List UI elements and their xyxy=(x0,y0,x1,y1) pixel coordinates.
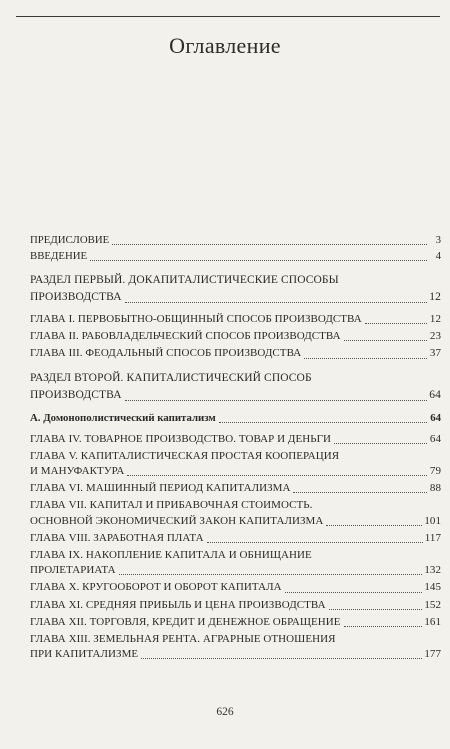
toc-entry xyxy=(30,548,441,578)
toc-entry-page: 12 xyxy=(429,313,441,325)
toc-entry-line: ГЛАВА V. КАПИТАЛИСТИЧЕСКАЯ ПРОСТАЯ КООПЕРАЦИЯ xyxy=(30,449,340,462)
toc-entry-line: ГЛАВА VII. КАПИТАЛ И ПРИБАВОЧНАЯ СТОИМОСТЬ. xyxy=(30,499,313,512)
toc-entry-last-line xyxy=(30,432,441,447)
toc-entry xyxy=(30,272,441,306)
toc-entry-label: ГЛАВА II. РАБОВЛАДЕЛЬЧЕСКИЙ СПОСОБ ПРОИЗВОДСТВА xyxy=(30,330,341,343)
toc-entry xyxy=(30,580,441,595)
toc-entry-page: 37 xyxy=(429,347,441,360)
toc-entry-label: ПРОЛЕТАРИАТА xyxy=(30,564,116,577)
toc-entry-label: ГЛАВА VI. МАШИННЫЙ ПЕРИОД КАПИТАЛИЗМА xyxy=(30,482,291,495)
dot-leader xyxy=(285,592,423,593)
toc-entry-page: 101 xyxy=(424,514,441,527)
page-number: 626 xyxy=(216,706,234,718)
dot-leader xyxy=(344,626,423,627)
toc-entry-label: ГЛАВА X. КРУГООБОРОТ И ОБОРОТ КАПИТАЛА xyxy=(30,581,282,594)
table-of-contents xyxy=(30,232,441,662)
toc-entry-page: 79 xyxy=(429,465,441,478)
toc-entry-last-line xyxy=(30,248,441,264)
dot-leader xyxy=(127,475,427,476)
toc-entry xyxy=(30,481,441,496)
dot-leader xyxy=(207,542,423,543)
toc-entry-label: ГЛАВА VIII. ЗАРАБОТНАЯ ПЛАТА xyxy=(30,531,204,544)
toc-entry-page: 3 xyxy=(435,234,441,246)
dot-leader xyxy=(326,525,422,526)
toc-entry-last-line xyxy=(30,598,441,613)
dot-leader xyxy=(344,340,427,341)
toc-entry-last-line xyxy=(30,410,441,426)
toc-entry-page: 152 xyxy=(424,598,441,611)
toc-entry-label: ГЛАВА XII. ТОРГОВЛЯ, КРЕДИТ И ДЕНЕЖНОЕ ОБРАЩЕНИЕ xyxy=(30,615,341,628)
toc-entry xyxy=(30,329,441,344)
toc-entry-page: 64 xyxy=(429,432,441,445)
toc-entry xyxy=(30,632,441,662)
dot-leader xyxy=(219,422,427,423)
toc-entry xyxy=(30,531,441,546)
toc-entry-page: 64 xyxy=(429,388,441,401)
dot-leader xyxy=(304,358,427,359)
toc-entry-label: ГЛАВА III. ФЕОДАЛЬНЫЙ СПОСОБ ПРОИЗВОДСТВА xyxy=(30,347,302,360)
toc-entry-line: ГЛАВА IX. НАКОПЛЕНИЕ КАПИТАЛА И ОБНИЩАНИЕ xyxy=(30,549,312,562)
dot-leader xyxy=(112,244,427,245)
toc-entry-page: 64 xyxy=(430,411,441,424)
dot-leader xyxy=(365,323,427,324)
toc-entry-page: 177 xyxy=(424,648,441,661)
toc-entry-page: 145 xyxy=(424,581,441,594)
toc-entry-label: ГЛАВА I. ПЕРВОБЫТНО-ОБЩИННЫЙ СПОСОБ ПРОИЗВОДСТВА xyxy=(30,313,362,325)
toc-entry xyxy=(30,449,441,479)
toc-entry-page: 12 xyxy=(429,291,441,303)
toc-entry xyxy=(30,432,441,447)
toc-entry-label: ПРИ КАПИТАЛИЗМЕ xyxy=(30,648,139,661)
toc-entry-last-line xyxy=(30,387,441,404)
toc-entry-label: ПРОИЗВОДСТВА xyxy=(30,291,122,303)
toc-entry-last-line xyxy=(30,563,441,578)
toc-entry-page: 88 xyxy=(429,482,441,495)
toc-entry xyxy=(30,615,441,630)
toc-entry-last-line xyxy=(30,329,441,344)
dot-leader xyxy=(141,658,422,659)
dot-leader xyxy=(125,400,427,401)
toc-entry-last-line xyxy=(30,232,441,248)
toc-entry-last-line xyxy=(30,531,441,546)
dot-leader xyxy=(329,609,423,610)
toc-entry-last-line xyxy=(30,481,441,496)
toc-entry-page: 161 xyxy=(424,615,441,628)
toc-entry-label: ГЛАВА XI. СРЕДНЯЯ ПРИБЫЛЬ И ЦЕНА ПРОИЗВОДСТВА xyxy=(30,598,326,611)
toc-entry xyxy=(30,598,441,613)
toc-entry xyxy=(30,498,441,528)
toc-entry-line: ГЛАВА XIII. ЗЕМЕЛЬНАЯ РЕНТА. АГРАРНЫЕ ОТНОШЕНИЯ xyxy=(30,633,336,646)
dot-leader xyxy=(90,260,427,261)
toc-entry xyxy=(30,232,441,248)
toc-entry-last-line xyxy=(30,615,441,630)
toc-entry-last-line xyxy=(30,580,441,595)
toc-entry-label: ПРОИЗВОДСТВА xyxy=(30,388,122,401)
dot-leader xyxy=(334,443,427,444)
dot-leader xyxy=(119,574,423,575)
toc-entry-page: 117 xyxy=(424,531,441,544)
toc-entry-line: РАЗДЕЛ ВТОРОЙ. КАПИТАЛИСТИЧЕСКИЙ СПОСОБ xyxy=(30,371,312,384)
toc-entry-label: ВВЕДЕНИЕ xyxy=(30,250,88,262)
toc-entry-page: 132 xyxy=(424,564,441,577)
toc-entry-label: ПРЕДИСЛОВИЕ xyxy=(30,234,110,246)
toc-entry xyxy=(30,312,441,327)
toc-entry-last-line xyxy=(30,464,441,479)
toc-entry-last-line xyxy=(30,289,441,306)
page-title: Оглавление xyxy=(169,33,281,58)
toc-entry-last-line xyxy=(30,647,441,662)
toc-entry-label: ГЛАВА IV. ТОВАРНОЕ ПРОИЗВОДСТВО. ТОВАР И ДЕНЬГИ xyxy=(30,432,332,445)
toc-entry xyxy=(30,410,441,426)
dot-leader xyxy=(125,302,427,303)
toc-entry-page: 4 xyxy=(435,250,441,262)
toc-entry-label: А. Домонополистический капитализм xyxy=(30,411,216,424)
toc-entry xyxy=(30,346,441,361)
toc-entry-last-line xyxy=(30,514,441,529)
toc-entry-label: ОСНОВНОЙ ЭКОНОМИЧЕСКИЙ ЗАКОН КАПИТАЛИЗМА xyxy=(30,514,324,527)
toc-entry-page: 23 xyxy=(429,330,441,343)
toc-entry-line: РАЗДЕЛ ПЕРВЫЙ. ДОКАПИТАЛИСТИЧЕСКИЕ СПОСОБЫ xyxy=(30,274,339,286)
toc-entry xyxy=(30,248,441,264)
toc-entry-last-line xyxy=(30,346,441,361)
toc-entry xyxy=(30,370,441,404)
dot-leader xyxy=(293,492,427,493)
toc-entry-label: И МАНУФАКТУРА xyxy=(30,465,125,478)
toc-entry-last-line xyxy=(30,312,441,327)
top-rule xyxy=(16,16,440,17)
